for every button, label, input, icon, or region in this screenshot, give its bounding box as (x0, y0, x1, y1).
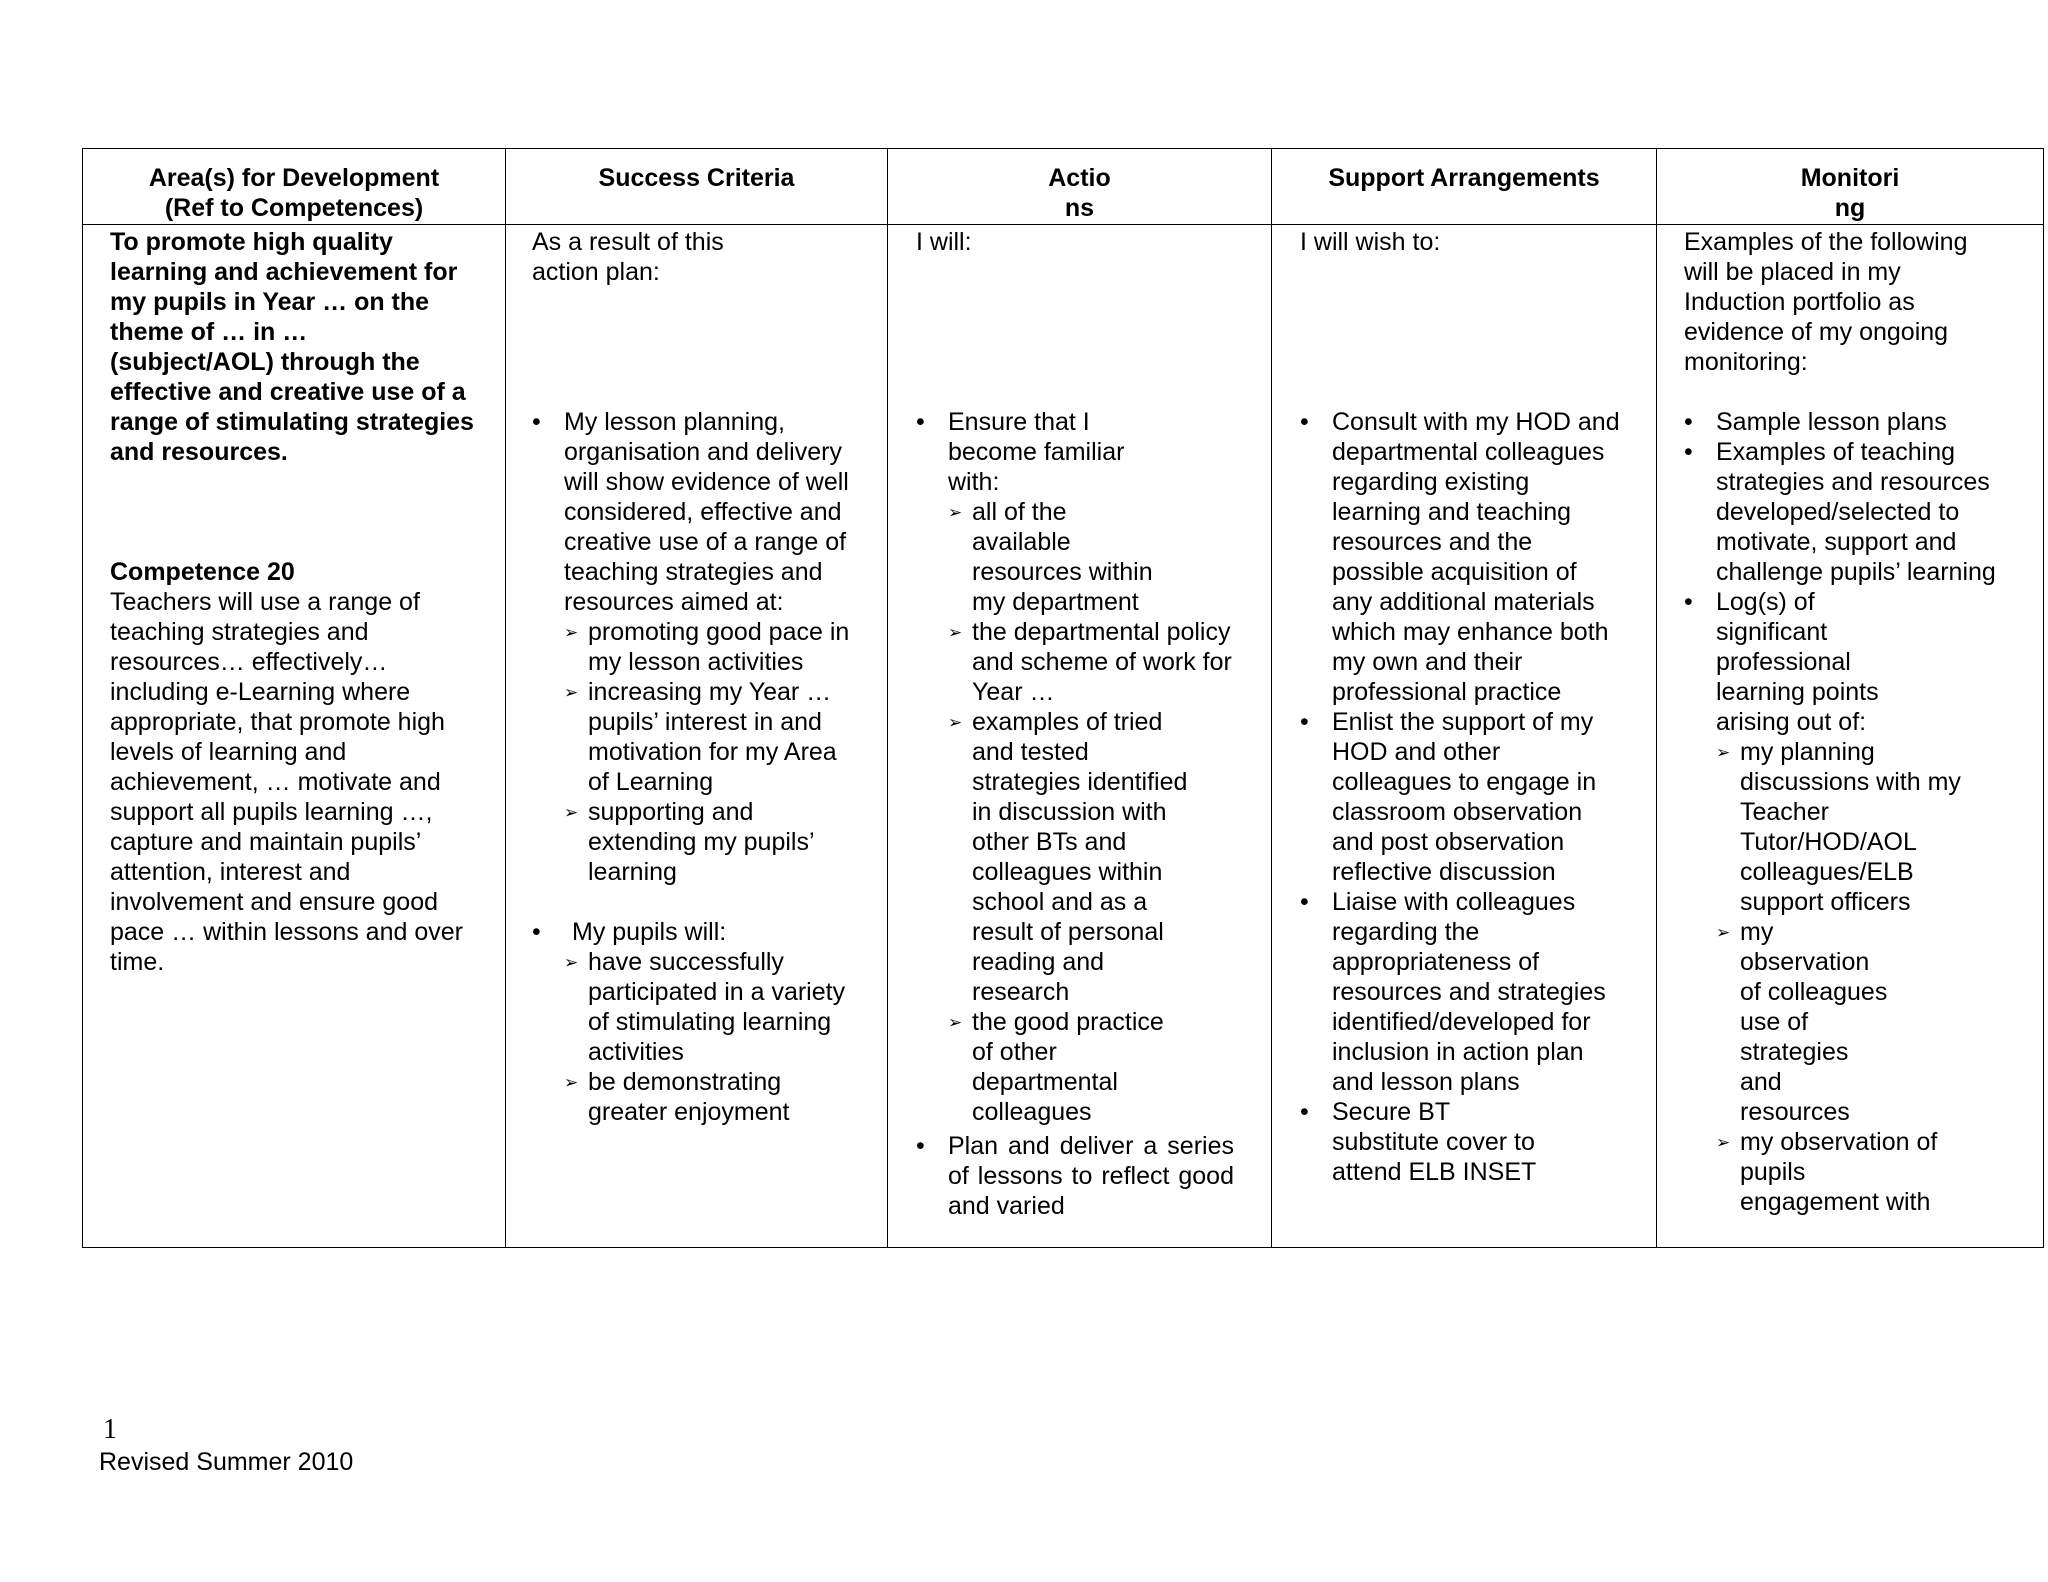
success-sub-list (564, 947, 854, 1127)
list-item (1300, 407, 1622, 707)
support-bullet-text: Liaise with colleagues regarding the appropriateness of resources and strategies identified/developed for inclusion in action plan and lesson plans (1332, 888, 1606, 1096)
cell-success-criteria (506, 225, 888, 1248)
list-item (916, 1131, 1234, 1221)
sub-item-text: the departmental policy and scheme of work for Year … (972, 618, 1232, 706)
header-actions-label: Actions (1048, 164, 1111, 222)
sub-item-text: ➢ examples of tried and tested strategies identified in discussion with other BTs and colleagues within school and as a result of personal reading and research (972, 708, 1188, 1006)
list-item (1684, 407, 2004, 437)
support-bullet-text: Enlist the support of my HOD and other colleagues to engage in classroom observation and post observation reflective discussion (1332, 708, 1597, 886)
competence-title: Competence 20 (110, 558, 295, 586)
list-item (564, 677, 854, 797)
list-item (1300, 1097, 1622, 1187)
header-support-label: Support Arrangements (1328, 164, 1600, 192)
monitoring-bullet-text: Sample lesson plans (1716, 408, 1947, 436)
list-item (948, 707, 1234, 1007)
list-item (1716, 917, 2004, 1127)
actions-bullets (916, 407, 1234, 1221)
competence-block (110, 557, 475, 977)
list-item (564, 1067, 854, 1127)
sub-item-text: have successfully participated in a variety of stimulating learning activities (588, 948, 846, 1066)
list-item (1716, 737, 2004, 917)
header-actions (888, 149, 1272, 225)
support-bullet-text: • Secure BT substitute cover to attend ELB INSET (1332, 1098, 1537, 1186)
list-item (564, 797, 854, 887)
sub-item-text: ➢ all of the available resources within my department (972, 498, 1153, 616)
actions-sub-list (948, 497, 1234, 1127)
success-bullet-text: My pupils will: (572, 918, 727, 946)
action-plan-table (82, 148, 2044, 1248)
sub-item-text: ➢ my observation of colleagues use of strategies and resources (1740, 918, 1888, 1126)
header-success-criteria (506, 149, 888, 225)
success-bullet-text: My lesson planning, organisation and delivery will show evidence of well considered, effective and creative use of a range of teaching strategies and resources aimed at: (564, 408, 849, 616)
list-item (532, 407, 854, 887)
list-item (1300, 887, 1622, 1097)
actions-bullet-text: Plan and deliver a series of lessons to reflect good and varied (948, 1132, 1234, 1220)
cell-actions (888, 225, 1272, 1248)
header-monitoring (1657, 149, 2044, 225)
monitoring-bullet-text: • Log(s) of significant professional learning points arising out of: (1716, 588, 1879, 736)
monitoring-sub-list (1716, 737, 2004, 1217)
sub-item-text: supporting and extending my pupils’ learning (588, 798, 814, 886)
sub-item-text: promoting good pace in my lesson activities (588, 618, 850, 676)
monitoring-intro: Examples of the following will be placed in my Induction portfolio as evidence of my ongoing monitoring: (1684, 228, 1968, 376)
list-item (948, 497, 1234, 617)
cell-area-for-development (83, 225, 506, 1248)
cell-support-arrangements (1272, 225, 1657, 1248)
support-bullet-text: Consult with my HOD and departmental colleagues regarding existing learning and teaching resources and the possible acquisition of any additional materials which may enhance both my own and their professional practice (1332, 408, 1620, 706)
monitoring-bullet-text: Examples of teaching strategies and resources developed/selected to motivate, support and challenge pupils’ learning (1716, 438, 1996, 586)
success-bullets (532, 407, 854, 1127)
sub-item-text: ➢ my observation of pupils engagement with (1740, 1128, 1938, 1216)
list-item (564, 947, 854, 1067)
competence-text: Teachers will use a range of teaching strategies and resources… effectively… including e-Learning where appropriate, that promote high levels of learning and achievement, … motivate and support all pupils learning …, capture and maintain pupils’ attention, interest and involvement and ensure good pace … within lessons and over time. (110, 588, 463, 976)
table-header-row (83, 149, 2044, 225)
header-success-label: Success Criteria (598, 164, 795, 192)
list-item (532, 917, 854, 1127)
monitoring-bullets (1684, 407, 2004, 1217)
header-area-for-development (83, 149, 506, 225)
actions-intro: I will: (916, 228, 972, 256)
list-item (948, 1007, 1234, 1127)
success-sub-list (564, 617, 854, 887)
development-aim: To promote high quality learning and achievement for my pupils in Year … on the theme of … in … (subject/AOL) through the effective and creative use of a range of stimulating strategies and resources. (110, 228, 474, 466)
sub-item-text: be demonstrating greater enjoyment (588, 1068, 790, 1126)
table-row (83, 225, 2044, 1248)
list-item (948, 617, 1234, 707)
header-area-label: Area(s) for Development (Ref to Competences) (148, 164, 440, 222)
sub-item-text: my planning discussions with my Teacher Tutor/HOD/AOL colleagues/ELB support officers (1740, 738, 1961, 916)
list-item (1716, 1127, 2004, 1217)
header-support-arrangements (1272, 149, 1657, 225)
support-bullets (1300, 407, 1622, 1187)
page-number: 1 (103, 1414, 117, 1445)
list-item (1684, 437, 2004, 587)
sub-item-text: increasing my Year … pupils’ interest in and motivation for my Area of Learning (588, 678, 837, 796)
list-item (1684, 587, 2004, 1217)
list-item (916, 407, 1234, 1127)
support-intro: I will wish to: (1300, 228, 1441, 256)
list-item (1300, 707, 1622, 887)
list-item (564, 617, 854, 677)
cell-monitoring (1657, 225, 2044, 1248)
actions-bullet-text: • Ensure that I become familiar with: (948, 408, 1125, 496)
success-intro: As a result of this action plan: (532, 228, 724, 286)
sub-item-text: ➢ the good practice of other departmental colleagues (972, 1008, 1164, 1126)
revision-note: Revised Summer 2010 (99, 1448, 354, 1476)
header-monitoring-label: Monitoring (1800, 164, 1900, 222)
